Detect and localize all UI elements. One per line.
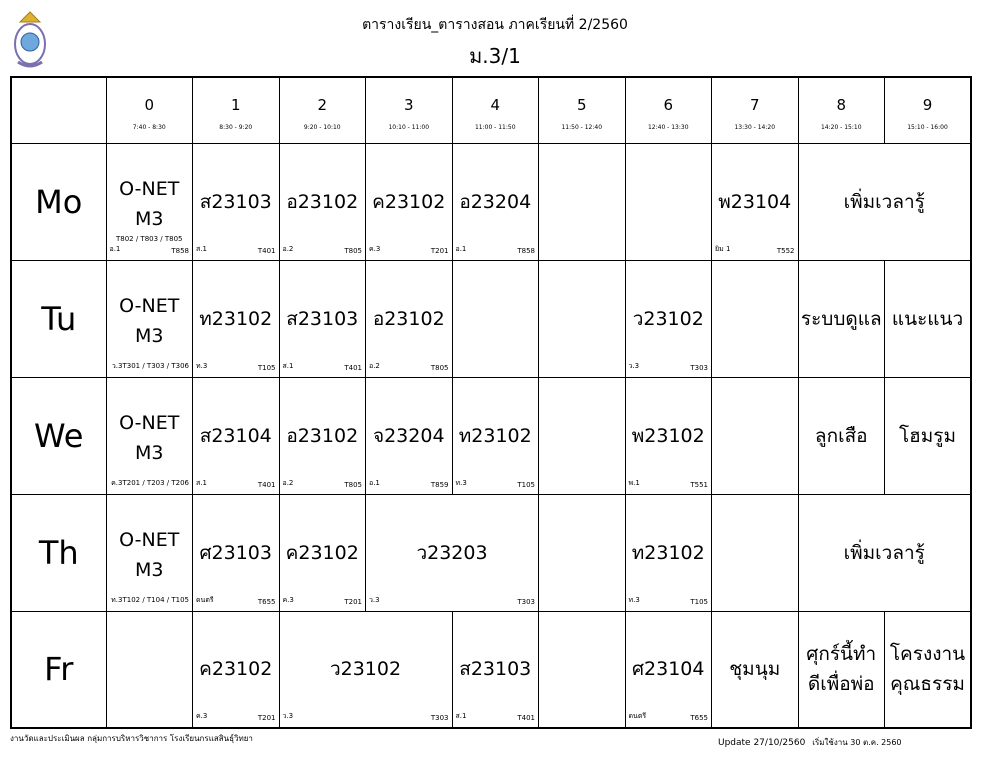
class-cell: ค23102 ค.3 T201 <box>279 494 366 611</box>
class-name: ม.3/1 <box>469 44 521 68</box>
empty-cell <box>539 260 626 377</box>
empty-cell <box>539 494 626 611</box>
period-header: 6 12:40 - 13:30 <box>625 77 712 143</box>
class-cell: O-NET M3 ท.3T102 / T104 / T105 <box>106 494 193 611</box>
activity-cell: ศุกร์นี้ทำดีเพื่อพ่อ <box>798 611 885 728</box>
empty-cell <box>539 611 626 728</box>
activity-cell: เพิ่มเวลารู้ <box>798 494 971 611</box>
class-cell: ว23102 ว.3 T303 <box>279 611 452 728</box>
footer-department: งานวัดและประเมินผล กลุ่มการบริหารวิชาการ โรงเรียนกรแสสินธุ์วิทยา <box>10 734 253 743</box>
class-cell: จ23204 อ.1 T859 <box>366 377 453 494</box>
period-header: 4 11:00 - 11:50 <box>452 77 539 143</box>
class-cell: อ23102 อ.2 T805 <box>279 143 366 260</box>
class-cell: ว23203 ว.3 T303 <box>366 494 539 611</box>
activity-cell: ลูกเสือ <box>798 377 885 494</box>
class-cell: ท23102 ท.3 T105 <box>452 377 539 494</box>
update-date: Update 27/10/2560 <box>718 738 806 748</box>
class-cell: อ23204 อ.1 T858 <box>452 143 539 260</box>
activity-cell: โครงงานคุณธรรม <box>885 611 972 728</box>
effective-date: เริ่มใช้งาน 30 ต.ค. 2560 <box>812 738 902 747</box>
activity-cell: ระบบดูแล <box>798 260 885 377</box>
activity-cell: เพิ่มเวลารู้ <box>798 143 971 260</box>
class-cell: ศ23104 ดนตรี T655 <box>625 611 712 728</box>
header-row <box>11 77 971 143</box>
empty-cell <box>539 143 626 260</box>
class-cell: O-NET M3 T802 / T803 / T805 อ.1 T858 <box>106 143 193 260</box>
day-row-mo <box>11 143 971 260</box>
class-cell: ท23102 ท.3 T105 <box>193 260 280 377</box>
class-cell: ค23102 ค.3 T201 <box>366 143 453 260</box>
period-header: 1 8:30 - 9:20 <box>193 77 280 143</box>
empty-cell <box>712 494 799 611</box>
empty-cell <box>712 260 799 377</box>
empty-cell <box>452 260 539 377</box>
period-header: 7 13:30 - 14:20 <box>712 77 799 143</box>
class-cell: O-NET M3 ว.3T301 / T303 / T306 <box>106 260 193 377</box>
day-row-we <box>11 377 971 494</box>
activity-cell: ชุมนุม <box>712 611 799 728</box>
empty-cell <box>539 377 626 494</box>
period-header: 9 15:10 - 16:00 <box>885 77 972 143</box>
class-cell: พ23102 พ.1 T551 <box>625 377 712 494</box>
period-header: 3 10:10 - 11:00 <box>366 77 453 143</box>
day-label: Mo <box>11 143 106 260</box>
class-cell: ส23103 ส.1 T401 <box>452 611 539 728</box>
day-label: Fr <box>11 611 106 728</box>
day-label: We <box>11 377 106 494</box>
class-cell: ส23104 ส.1 T401 <box>193 377 280 494</box>
empty-cell <box>106 611 193 728</box>
class-cell: ส23103 ส.1 T401 <box>193 143 280 260</box>
class-cell: อ23102 อ.2 T805 <box>366 260 453 377</box>
period-header: 2 9:20 - 10:10 <box>279 77 366 143</box>
class-cell: อ23102 อ.2 T805 <box>279 377 366 494</box>
class-cell: พ23104 ยิม 1 T552 <box>712 143 799 260</box>
day-label: Tu <box>11 260 106 377</box>
empty-cell <box>625 143 712 260</box>
footer-update <box>718 736 902 749</box>
day-row-th <box>11 494 971 611</box>
day-label: Th <box>11 494 106 611</box>
empty-cell <box>712 377 799 494</box>
activity-cell: โฮมรูม <box>885 377 972 494</box>
class-cell: ท23102 ท.3 T105 <box>625 494 712 611</box>
class-cell: ส23103 ส.1 T401 <box>279 260 366 377</box>
class-cell: ว23102 ว.3 T303 <box>625 260 712 377</box>
page-title: ตารางเรียน_ตารางสอน ภาคเรียนที่ 2/2560 <box>362 17 628 33</box>
day-row-tu <box>11 260 971 377</box>
day-row-fr <box>11 611 971 728</box>
period-header: 0 7:40 - 8:30 <box>106 77 193 143</box>
corner-cell <box>11 77 106 143</box>
class-cell: ศ23103 ดนตรี T655 <box>193 494 280 611</box>
timetable <box>10 76 972 729</box>
period-header: 5 11:50 - 12:40 <box>539 77 626 143</box>
period-header: 8 14:20 - 15:10 <box>798 77 885 143</box>
class-cell: O-NET M3 ค.3T201 / T203 / T206 <box>106 377 193 494</box>
activity-cell: แนะแนว <box>885 260 972 377</box>
class-cell: ค23102 ค.3 T201 <box>193 611 280 728</box>
